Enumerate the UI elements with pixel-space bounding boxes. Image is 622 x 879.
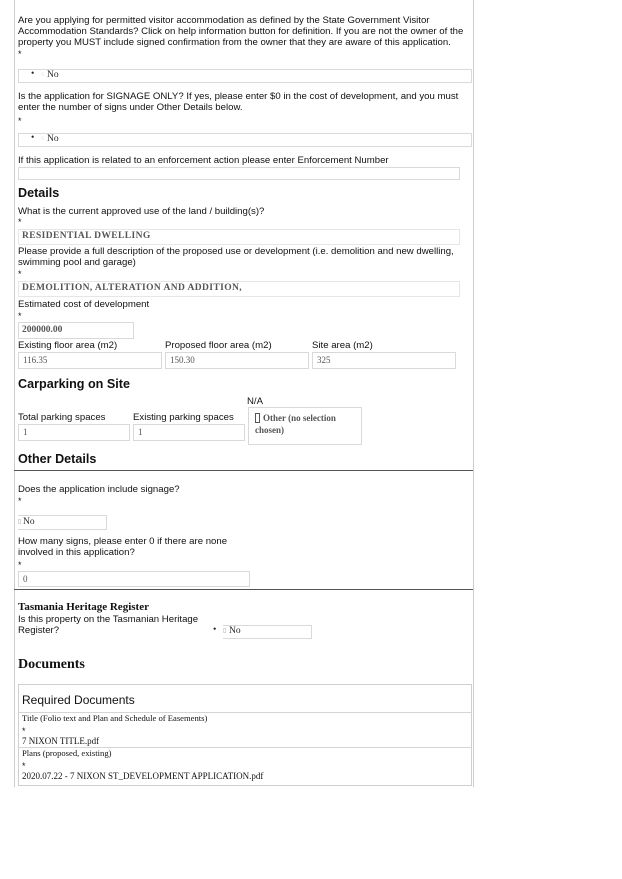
signage-answer: No (23, 517, 35, 527)
document-required: * (22, 726, 26, 736)
details-heading: Details (18, 186, 60, 200)
signs-count-required: * (18, 560, 22, 570)
existing-floor-value: 116.35 (23, 355, 48, 365)
heritage-answer: No (229, 626, 241, 636)
visitor-answer-field[interactable] (18, 69, 472, 83)
existing-parking-input[interactable] (133, 424, 245, 441)
description-field[interactable] (18, 281, 460, 297)
cost-value: 200000.00 (22, 325, 63, 335)
current-use-question: What is the current approved use of the land / building(s)? (18, 206, 265, 217)
existing-floor-label: Existing floor area (m2) (18, 340, 118, 351)
heritage-heading: Tasmania Heritage Register (18, 601, 149, 613)
proposed-floor-input[interactable] (165, 352, 309, 369)
current-use-field[interactable] (18, 229, 460, 245)
visitor-answer-bullet: • (31, 69, 35, 79)
document-label: Title (Folio text and Plan and Schedule of Easements) (22, 713, 208, 723)
total-parking-label: Total parking spaces (18, 412, 106, 423)
proposed-floor-value: 150.30 (170, 355, 195, 365)
panel-title: Required Documents (22, 693, 135, 707)
cost-label: Estimated cost of development (18, 299, 150, 310)
description-value: DEMOLITION, ALTERATION AND ADDITION, (22, 283, 243, 293)
documents-heading: Documents (18, 657, 85, 672)
document-required: * (22, 761, 26, 771)
signage-only-required: * (18, 116, 22, 126)
site-area-input[interactable] (312, 352, 456, 369)
radio-icon: ◌ (41, 136, 45, 142)
signage-required: * (18, 496, 22, 506)
signs-count-question: How many signs, please enter 0 if there are none involved in this application? (18, 536, 228, 559)
other-parking-value: Other (no selection chosen) (255, 413, 336, 435)
existing-parking-label: Existing parking spaces (133, 412, 234, 423)
enforcement-question: If this application is related to an enforcement action please enter Enforcement Number (18, 155, 389, 166)
existing-parking-value: 1 (138, 427, 143, 437)
existing-floor-input[interactable] (18, 352, 162, 369)
visitor-question: Are you applying for permitted visitor accommodation as defined by the State Government Visitor Accommodation Standards? Click on help information button for definition. If you are not the owner of the property you MUST include signed confirmation from the owner that they are aware of this application. (18, 15, 464, 49)
document-file-link[interactable]: 2020.07.22 - 7 NIXON ST_DEVELOPMENT APPLICATION.pdf (22, 771, 264, 781)
divider (14, 470, 473, 471)
radio-icon: ◌ (41, 72, 45, 78)
signs-count-input[interactable] (18, 571, 250, 587)
required-documents-panel (18, 684, 472, 786)
site-area-label: Site area (m2) (312, 340, 373, 351)
other-details-heading: Other Details (18, 452, 97, 466)
description-required: * (18, 269, 22, 279)
description-question: Please provide a full description of the proposed use or development (i.e. demolition and new dwelling, swimming pool and garage) (18, 246, 454, 269)
signage-select[interactable] (18, 515, 107, 530)
heritage-select[interactable] (223, 625, 312, 639)
carparking-na-label: N/A (247, 396, 263, 407)
other-parking-select[interactable] (248, 407, 362, 445)
document-label: Plans (proposed, existing) (22, 748, 112, 758)
signage-only-answer-bullet: • (31, 133, 35, 143)
radio-icon: ▯ (18, 519, 22, 525)
signage-question: Does the application include signage? (18, 484, 180, 495)
current-use-value: RESIDENTIAL DWELLING (22, 231, 151, 241)
site-area-value: 325 (317, 355, 331, 365)
proposed-floor-label: Proposed floor area (m2) (165, 340, 272, 351)
heritage-question: Is this property on the Tasmanian Heritage Register? (18, 614, 199, 637)
heritage-bullet: • (213, 625, 217, 635)
current-use-required: * (18, 217, 22, 227)
carparking-heading: Carparking on Site (18, 377, 130, 391)
total-parking-input[interactable] (18, 424, 130, 441)
radio-icon: ▯ (223, 628, 227, 634)
signage-only-answer-field[interactable] (18, 133, 472, 147)
enforcement-input[interactable] (18, 167, 460, 180)
visitor-answer: No (47, 70, 59, 80)
visitor-required: * (18, 49, 22, 59)
divider (14, 589, 473, 590)
signs-count-value: 0 (23, 574, 28, 584)
document-file-link[interactable]: 7 NIXON TITLE.pdf (22, 736, 100, 746)
signage-only-answer: No (47, 134, 59, 144)
cost-input[interactable] (18, 322, 134, 339)
cost-required: * (18, 311, 22, 321)
total-parking-value: 1 (23, 427, 28, 437)
signage-only-question: Is the application for SIGNAGE ONLY? If yes, please enter $0 in the cost of development, and you must enter the number of signs under Other Details below. (18, 91, 459, 114)
